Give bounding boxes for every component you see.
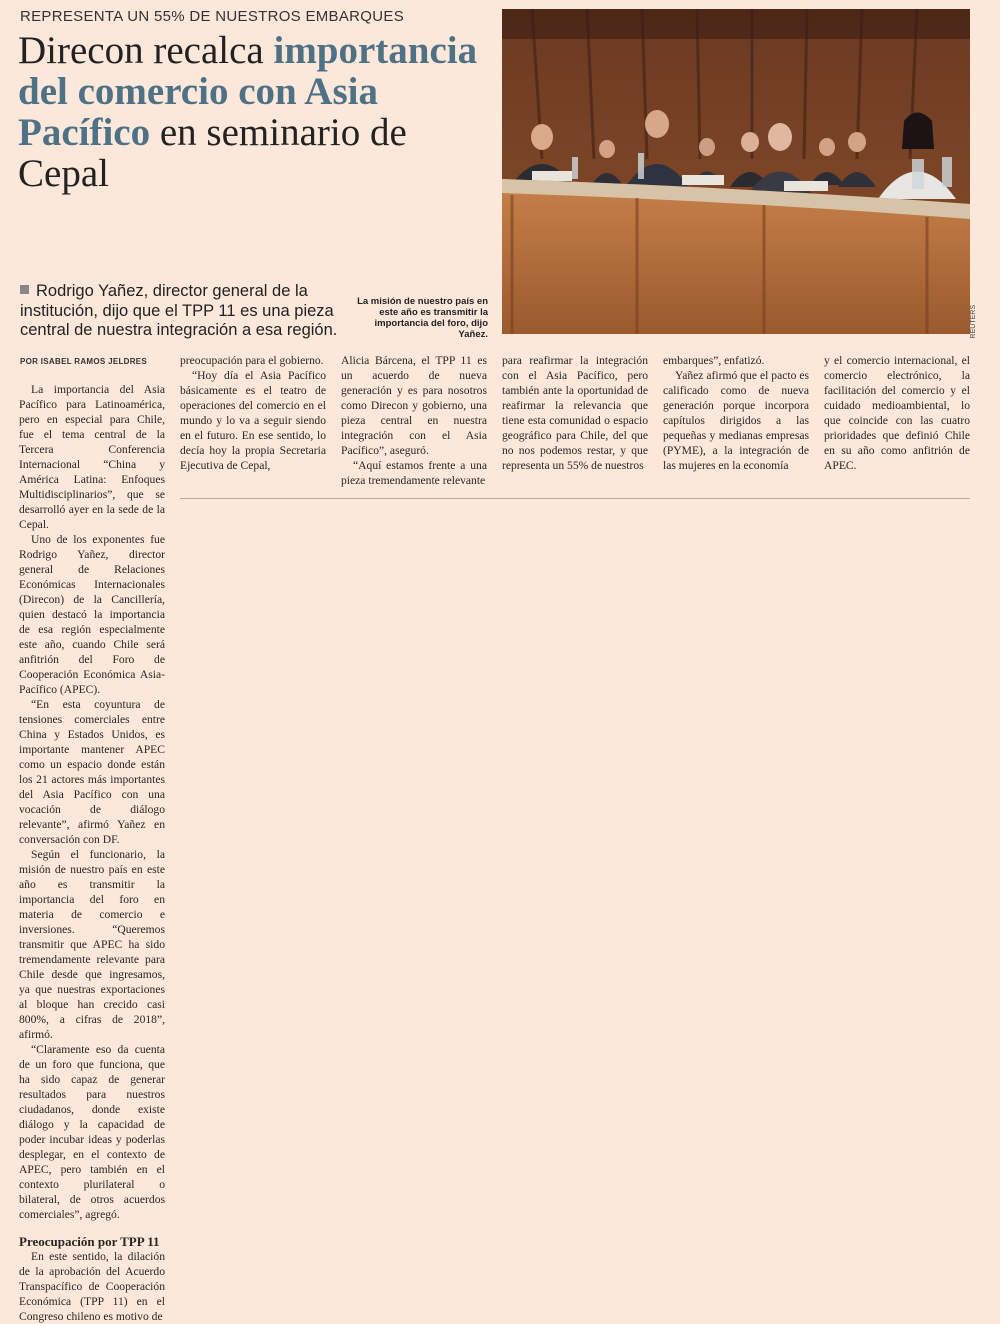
headline: [18, 30, 498, 194]
paragraph: Alicia Bárcena, el TPP 11 es un acuerdo de nueva generación y es para nosotros como Direcon y gobierno, una pieza central en nuestra integración con el Asia Pacífico”, aseguró.: [341, 354, 487, 457]
deck-text: Rodrigo Yañez, director general de la institución, dijo que el TPP 11 es una pieza central de nuestra integración a esa región.: [20, 282, 338, 339]
paragraph: embarques”, enfatizó.: [663, 354, 765, 367]
photo-credit: REUTERS: [970, 305, 977, 339]
paragraph: Según el funcionario, la misión de nuestro país en este año es transmitir la importancia del foro en materia de comercio e inversiones. “Queremos transmitir que APEC ha sido tremendamente relevante para Chile desde que ingresamos, ya que nuestras exportaciones al bloque han crecido casi 800%, a cifras de 2018”, afirmó.: [19, 848, 165, 1041]
subheading: Preocupación por TPP 11: [19, 1234, 160, 1249]
paragraph: En este sentido, la dilación de la aprobación del Acuerdo Transpacífico de Cooperación Económica (TPP 11) en el Congreso chileno es motivo de: [19, 1250, 165, 1323]
paragraph: “En esta coyuntura de tensiones comerciales entre China y Estados Unidos, es importante mantener APEC como un espacio donde están los 21 actores más importantes del Asia Pacífico con una vocación de diálogo relevante”, afirmó Yañez en conversación con DF.: [19, 698, 165, 846]
paragraph: “Claramente eso da cuenta de un foro que funciona, que ha sido capaz de generar resultados para nuestros ciudadanos, donde existe diálogo y la capacidad de poder incubar ideas y poderlas desplegar, en el contexto de APEC, pero también en el contexto plurilateral o bilateral, de otros acuerdos comerciales”, agregó.: [19, 1043, 165, 1221]
column-5: [663, 353, 809, 473]
headline-highlight: importancia del comercio con Asia Pacífico: [18, 29, 478, 154]
kicker: REPRESENTA UN 55% DE NUESTROS EMBARQUES: [20, 8, 405, 25]
photo-caption: La misión de nuestro país en este año es transmitir la importancia del foro, dijo Yañez.: [357, 296, 488, 340]
column-2: [180, 353, 326, 473]
section-divider: [180, 498, 970, 499]
column-4: [502, 353, 648, 473]
paragraph: “Aquí estamos frente a una pieza tremendamente relevante: [341, 459, 487, 487]
paragraph: y el comercio internacional, el comercio electrónico, la facilitación del comercio y el cuidado medioambiental, lo que coincide con las cuatro prioridades que definió Chile en su año como anfitrión de APEC.: [824, 354, 970, 472]
paragraph: “Hoy día el Asia Pacífico básicamente es el teatro de operaciones del comercio en el mundo y lo va a seguir siendo en el futuro. En ese sentido, lo decía hoy la propia Secretaria Ejecutiva de Cepal,: [180, 369, 326, 472]
paragraph: preocupación para el gobierno.: [180, 354, 324, 367]
conference-scene-image: [502, 9, 970, 334]
headline-part2: en seminario de Cepal: [18, 111, 407, 195]
column-1: [19, 382, 165, 1324]
headline-part1: Direcon recalca: [18, 29, 274, 72]
deck: [20, 282, 340, 341]
paragraph: Yañez afirmó que el pacto es calificado como de nueva generación porque incorpora capítulos dirigidos a las pequeñas y medianas empresas (PYME), a la integración de las mujeres en la economía: [663, 369, 809, 472]
paragraph: para reafirmar la integración con el Asia Pacífico, pero también ante la oportunidad de reafirmar la relevancia que tiene esta comunidad o espacio geográfico para Chile, del que no nos podemos restar, y que representa un 55% de nuestros: [502, 354, 648, 472]
byline: POR ISABEL RAMOS JELDRES: [20, 357, 148, 366]
news-photo: [502, 9, 970, 334]
bullet-square-icon: [20, 285, 29, 294]
paragraph: Uno de los exponentes fue Rodrigo Yañez, director general de Relaciones Económicas Internacionales (Direcon) de la Cancillería, quien destacó la importancia de esa región especialmente este año, cuando Chile será anfitrión del Foro de Cooperación Económica Asia-Pacífico (APEC).: [19, 533, 165, 696]
column-6: [824, 353, 970, 473]
paragraph: La importancia del Asia Pacífico para Latinoamérica, pero en especial para Chile, fue el tema central de la Tercera Conferencia Internacional “China y América Latina: Enfoques Multidisciplinarios”, que se desarrolló ayer en la sede de la Cepal.: [19, 383, 165, 531]
column-3: [341, 353, 487, 488]
